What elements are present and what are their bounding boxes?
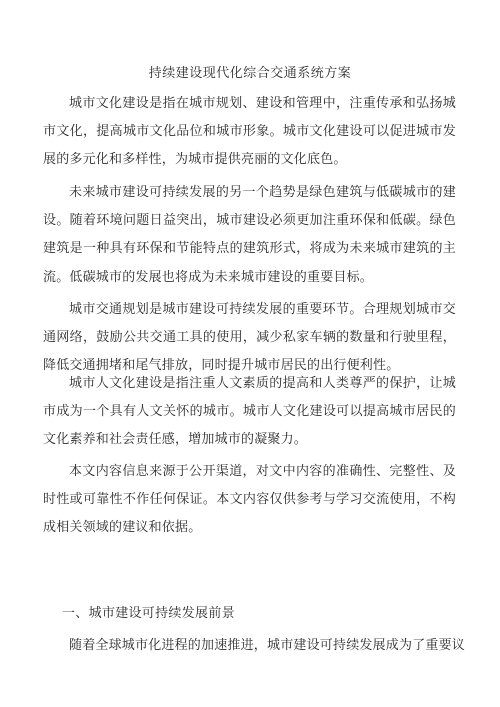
section-heading: 一、城市建设可持续发展前景 xyxy=(62,606,235,621)
paragraph-disclaimer: 本文内容信息来源于公开渠道，对文中内容的准确性、完整性、及时性或可靠性不作任何保证。本文内容仅供参考与学习交流使用，不构成相关领域的建议和依据。 xyxy=(43,464,456,536)
paragraph-section-intro: 随着全球城市化进程的加速推进，城市建设可持续发展成为了重要议 xyxy=(69,638,466,653)
paragraph-transport-planning: 城市交通规划是城市建设可持续发展的重要环节。合理规划城市交通网络，鼓励公共交通工具的使用，减少私家车辆的数量和行驶里程，降低交通拥堵和尾气排放，同时提升城市居民的出行便利性。 xyxy=(43,302,456,374)
paragraph-humanistic-city: 城市人文化建设是指注重人文素质的提高和人类尊严的保护，让城市成为一个具有人文关怀的城市。城市人文化建设可以提高城市居民的文化素养和社会责任感，增加城市的凝聚力。 xyxy=(43,376,456,448)
paragraph-green-building: 未来城市建设可持续发展的另一个趋势是绿色建筑与低碳城市的建设。随着环境问题日益突出，城市建设必须更加注重环保和低碳。绿色建筑是一种具有环保和节能特点的建筑形式，将成为未来城市建筑的主流。低碳城市的发展也将成为未来城市建设的重要目标。 xyxy=(43,185,456,285)
paragraph-urban-culture: 城市文化建设是指在城市规划、建设和管理中，注重传承和弘扬城市文化，提高城市文化品位和城市形象。城市文化建设可以促进城市发展的多元化和多样性，为城市提供亮丽的文化底色。 xyxy=(43,96,456,168)
document-title: 持续建设现代化综合交通系统方案 xyxy=(148,66,352,81)
